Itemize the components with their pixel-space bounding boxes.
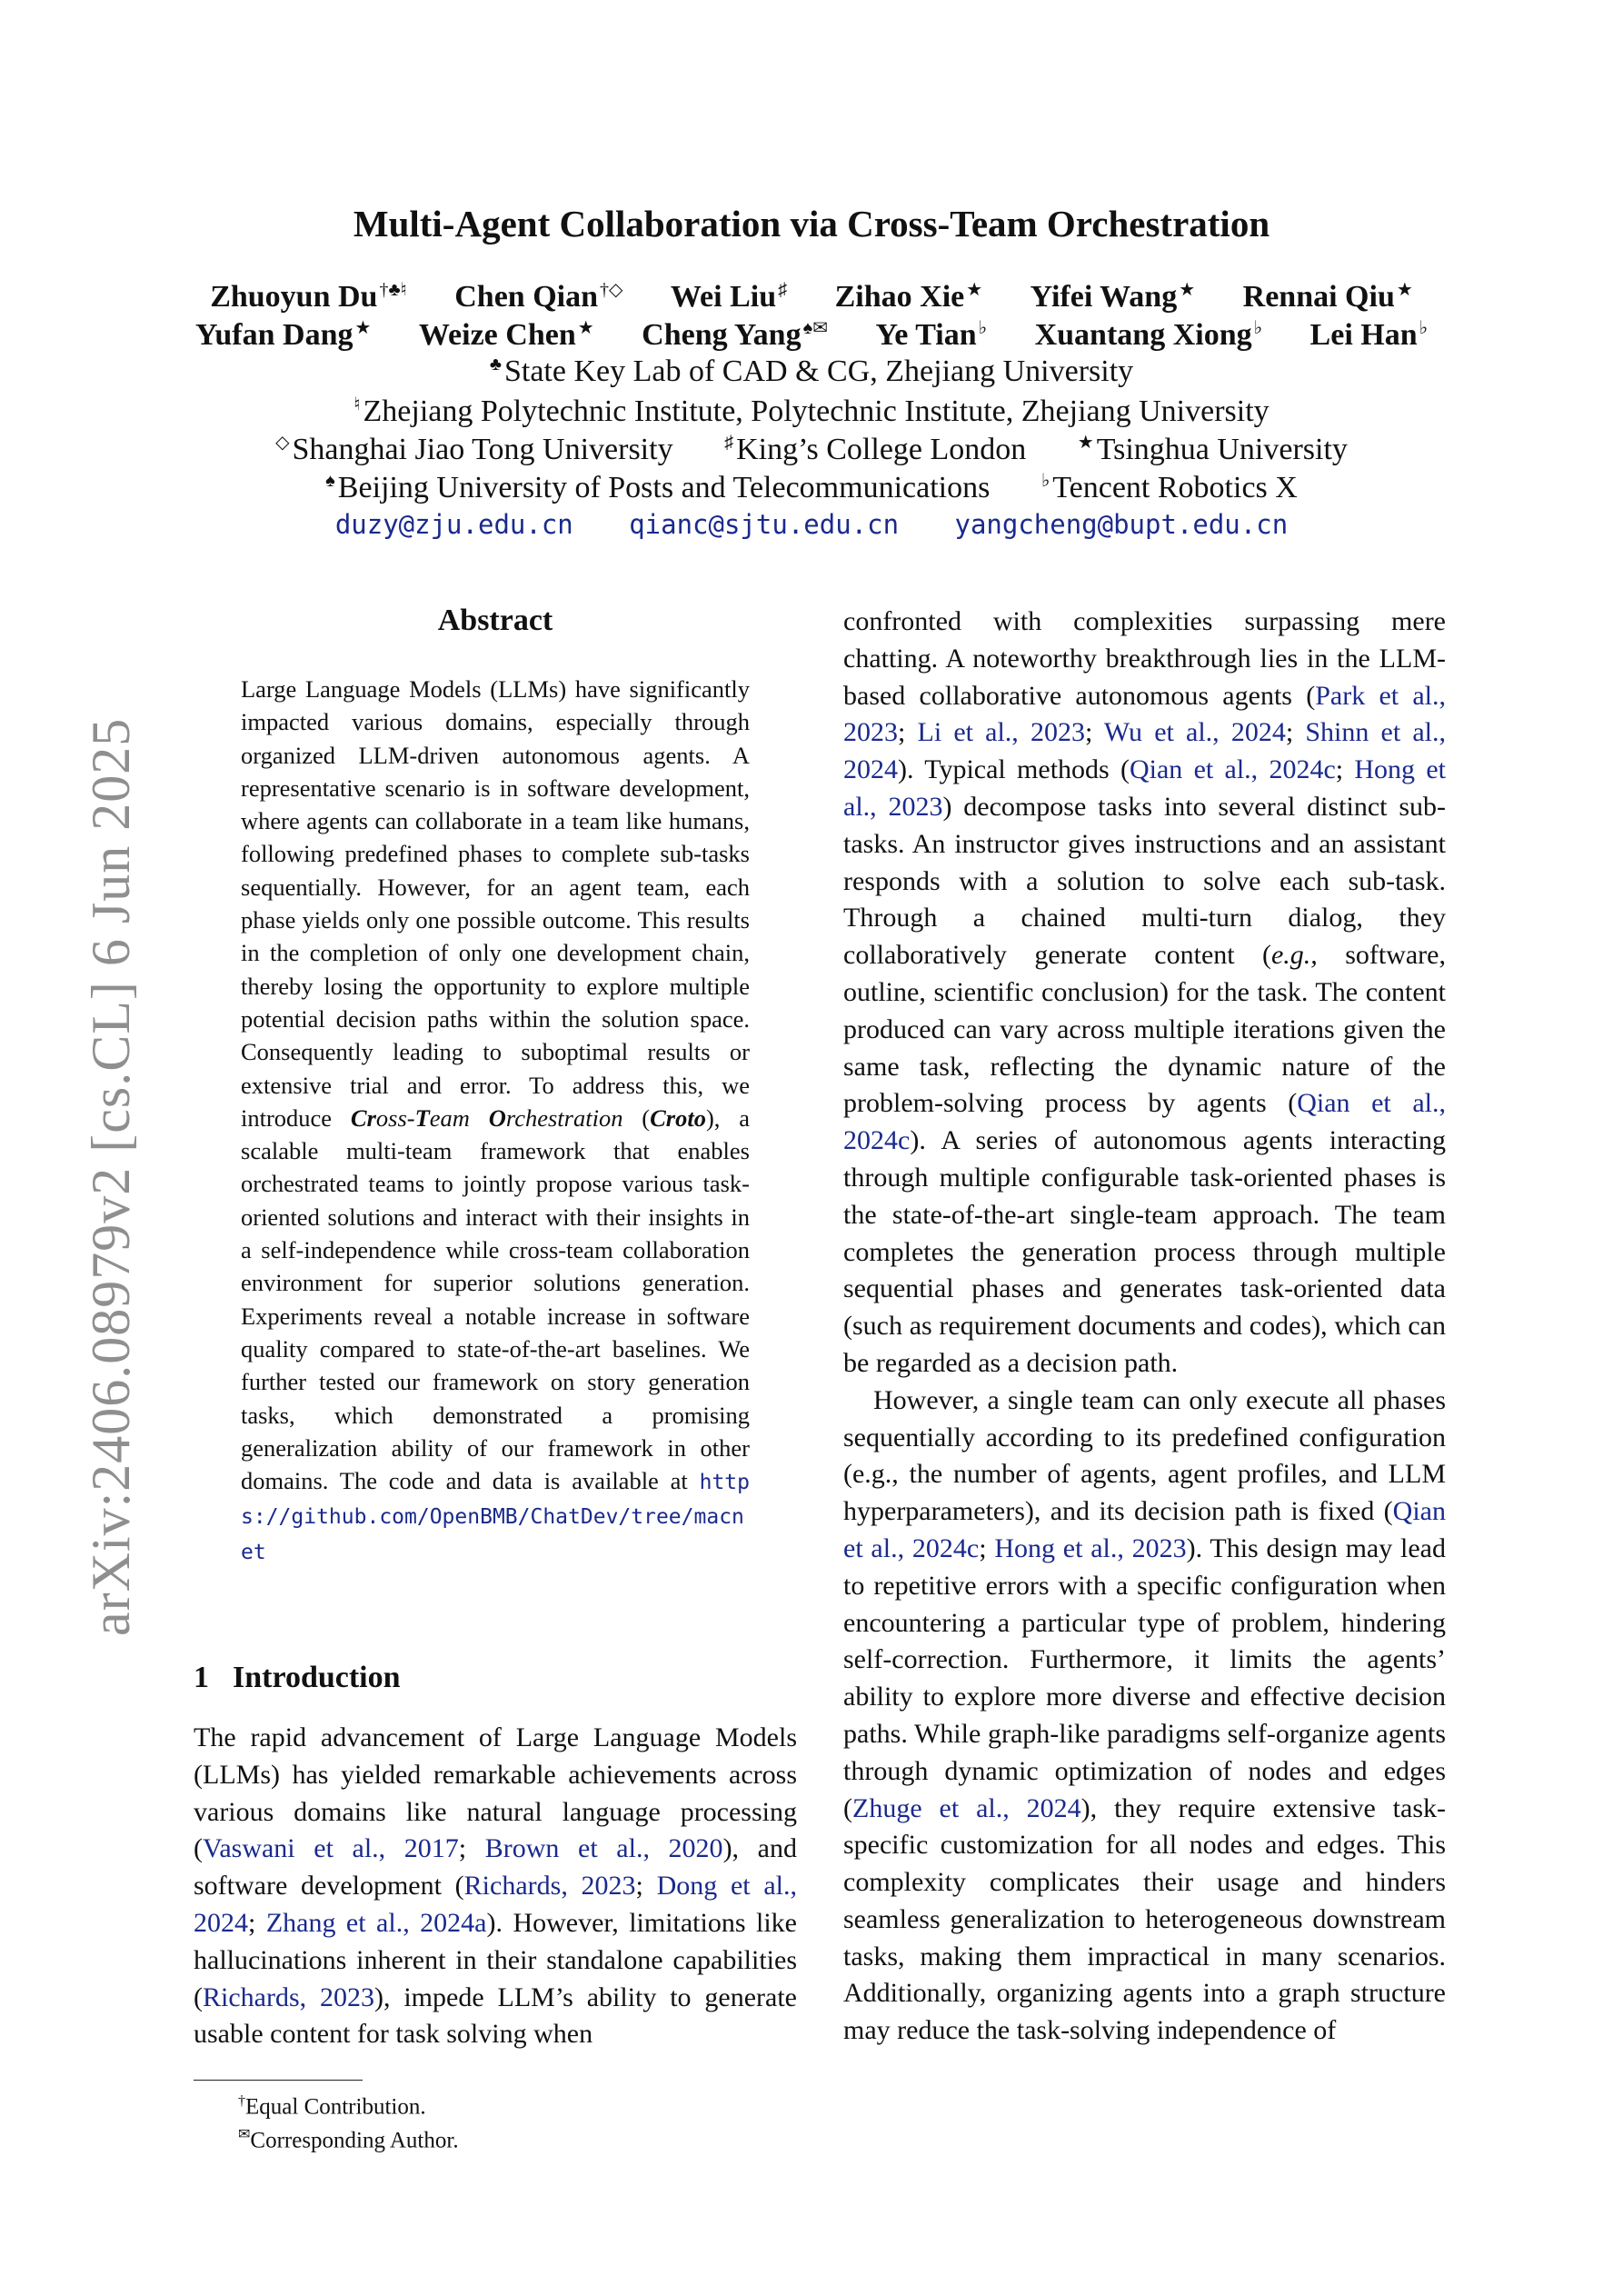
citation[interactable]: Zhang et al., 2024a	[265, 1907, 487, 1938]
author: Xuantang Xiong ♭	[1034, 318, 1263, 353]
author: Rennai Qiu ★	[1242, 280, 1413, 314]
footnote-rule	[194, 2080, 363, 2081]
citation[interactable]: Qian et al., 2024c	[843, 1088, 1446, 1156]
citation[interactable]: Qian et al., 2024c	[843, 1496, 1446, 1563]
author: Wei Liu ♯	[670, 280, 788, 314]
affiliation: ♣State Key Lab of CAD & CG, Zhejiang University	[489, 354, 1134, 389]
citation[interactable]: Park et al., 2023	[843, 680, 1446, 748]
intro-left-column	[194, 1720, 797, 2053]
affiliation: ★Tsinghua University	[1077, 433, 1348, 467]
author: Zihao Xie ★	[834, 280, 983, 314]
affiliation: ♮Zhejiang Polytechnic Institute, Polytechnic Institute, Zhejiang University	[353, 394, 1270, 429]
author: Lei Han ♭	[1309, 318, 1429, 353]
citation[interactable]: Shinn et al., 2024	[843, 717, 1446, 785]
affiliation-line-4	[0, 469, 1623, 505]
author: Yifei Wang ★	[1030, 280, 1196, 314]
citation[interactable]: Richards, 2023	[203, 1982, 374, 2012]
affiliation: ◇Shanghai Jiao Tong University	[275, 433, 673, 467]
paper-title: Multi-Agent Collaboration via Cross-Team Orchestration	[353, 203, 1270, 245]
citation[interactable]: Richards, 2023	[463, 1871, 636, 1902]
affiliation-line-1	[0, 354, 1623, 389]
citation[interactable]: Brown et al., 2020	[484, 1833, 723, 1864]
abstract-heading: Abstract	[437, 604, 553, 637]
citation[interactable]: Qian et al., 2024c	[1129, 754, 1336, 785]
citation[interactable]: Dong et al., 2024	[194, 1871, 797, 1938]
citation[interactable]: Vaswani et al., 2017	[203, 1833, 459, 1864]
author: Yufan Dang ★	[194, 318, 372, 353]
footnote: ✉Corresponding Author.	[238, 2127, 459, 2153]
paragraph: However, a single team can only execute all phases sequentially according to its predefined configuration (e.g., the number of agents, agent profiles, and LLM hyperparameters), and its decision path is fixed (Qian et al., 2024c; Hong et al., 2023). This design may lead to repetitive errors with a specific configuration when encountering a particular type of problem, hindering self-correction. Furthermore, it limits the agents’ ability to explore more diverse and effective decision paths. While graph-like paradigms self-organize agents through dynamic optimization of nodes and edges (Zhuge et al., 2024), they require extensive task-specific customization for all nodes and edges. This complexity complicates their usage and hinders seamless generalization to heterogeneous downstream tasks, making them impractical in many scenarios. Additionally, organizing agents into a graph structure may reduce the task-solving independence of	[843, 1384, 1446, 2046]
email-link[interactable]: yangcheng@bupt.edu.cn	[954, 509, 1289, 540]
intro-right-column	[843, 604, 1446, 2050]
author: Zhuoyun Du †♣♮	[210, 280, 407, 314]
footnote: †Equal Contribution.	[238, 2093, 426, 2120]
affiliation: ♯King’s College London	[724, 433, 1027, 467]
citation[interactable]: Hong et al., 2023	[843, 754, 1446, 822]
email-link[interactable]: qianc@sjtu.edu.cn	[629, 509, 900, 540]
author: Cheng Yang ♠✉	[642, 318, 828, 353]
citation[interactable]: Hong et al., 2023	[994, 1532, 1187, 1563]
section-heading: 1 Introduction	[194, 1661, 401, 1694]
affiliation: ♠Beijing University of Posts and Telecommunications	[325, 471, 991, 505]
paragraph: confronted with complexities surpassing mere chatting. A noteworthy breakthrough lies in the LLM-based collaborative autonomous agents (Park et al., 2023; Li et al., 2023; Wu et al., 2024; Shinn et al., 2024). Typical methods (Qian et al., 2024c; Hong et al., 2023) decompose tasks into several distinct sub-tasks. An instructor gives instructions and an assistant responds with a solution to solve each sub-task. Through a chained multi-turn dialog, they collaboratively generate content (e.g., software, outline, scientific conclusion) for the task. The content produced can vary across multiple iterations given the same task, reflecting the dynamic nature of the problem-solving process by agents (Qian et al., 2024c). A series of autonomous agents interacting through multiple configurable task-oriented phases is the state-of-the-art single-team approach. The team completes the generation process through multiple sequential phases and generates task-oriented data (such as requirement documents and codes), which can be regarded as a decision path.	[843, 606, 1446, 1378]
footnotes	[238, 2087, 459, 2155]
abstract-body: Large Language Models (LLMs) have significantly impacted various domains, especially through organized LLM-driven autonomous agents. A representative scenario is in software development, where agents can collaborate in a team like humans, following predefined phases to complete sub-tasks sequentially. However, for an agent team, each phase yields only one possible outcome. This results in the completion of only one development chain, thereby losing the opportunity to explore multiple potential decision paths within the solution space. Consequently leading to suboptimal results or extensive trial and error. To address this, we introduce Cross-Team Orchestration (Croto), a scalable multi-team framework that enables orchestrated teams to jointly propose various task-oriented solutions and interact with their insights in a self-independence while cross-team collaboration environment for superior solutions generation. Experiments reveal a notable increase in software quality compared to state-of-the-art baselines. We further tested our framework on story generation tasks, which demonstrated a promising generalization ability of our framework in other domains. The code and data is available at https://github.com/OpenBMB/ChatDev/tree/macnet	[241, 675, 750, 1564]
author-row-1	[0, 278, 1623, 314]
author: Weize Chen ★	[418, 318, 594, 353]
email-list	[0, 509, 1623, 540]
citation[interactable]: Li et al., 2023	[917, 717, 1085, 748]
citation[interactable]: Zhuge et al., 2024	[852, 1792, 1081, 1823]
email-link[interactable]: duzy@zju.edu.cn	[334, 509, 573, 540]
method-name: Croto	[650, 1103, 706, 1132]
author: Ye Tian ♭	[875, 318, 988, 353]
affiliation: ♭Tencent Robotics X	[1041, 471, 1298, 505]
author-row-2	[0, 316, 1623, 353]
affiliation-line-2	[0, 393, 1623, 429]
author: Chen Qian †◇	[454, 280, 623, 314]
arxiv-identifier: arXiv:2406.08979v2 [cs.CL] 6 Jun 2025	[81, 717, 141, 1636]
code-link[interactable]: https://github.com/OpenBMB/ChatDev/tree/macnet	[241, 1471, 750, 1564]
affiliation-line-3	[0, 431, 1623, 467]
paragraph: The rapid advancement of Large Language Models (LLMs) has yielded remarkable achievements across various domains like natural language processing (Vaswani et al., 2017; Brown et al., 2020), and software development (Richards, 2023; Dong et al., 2024; Zhang et al., 2024a). However, limitations like hallucinations inherent in their standalone capabilities (Richards, 2023), impede LLM’s ability to generate usable content for task solving when	[194, 1722, 797, 2050]
citation[interactable]: Wu et al., 2024	[1103, 717, 1286, 748]
